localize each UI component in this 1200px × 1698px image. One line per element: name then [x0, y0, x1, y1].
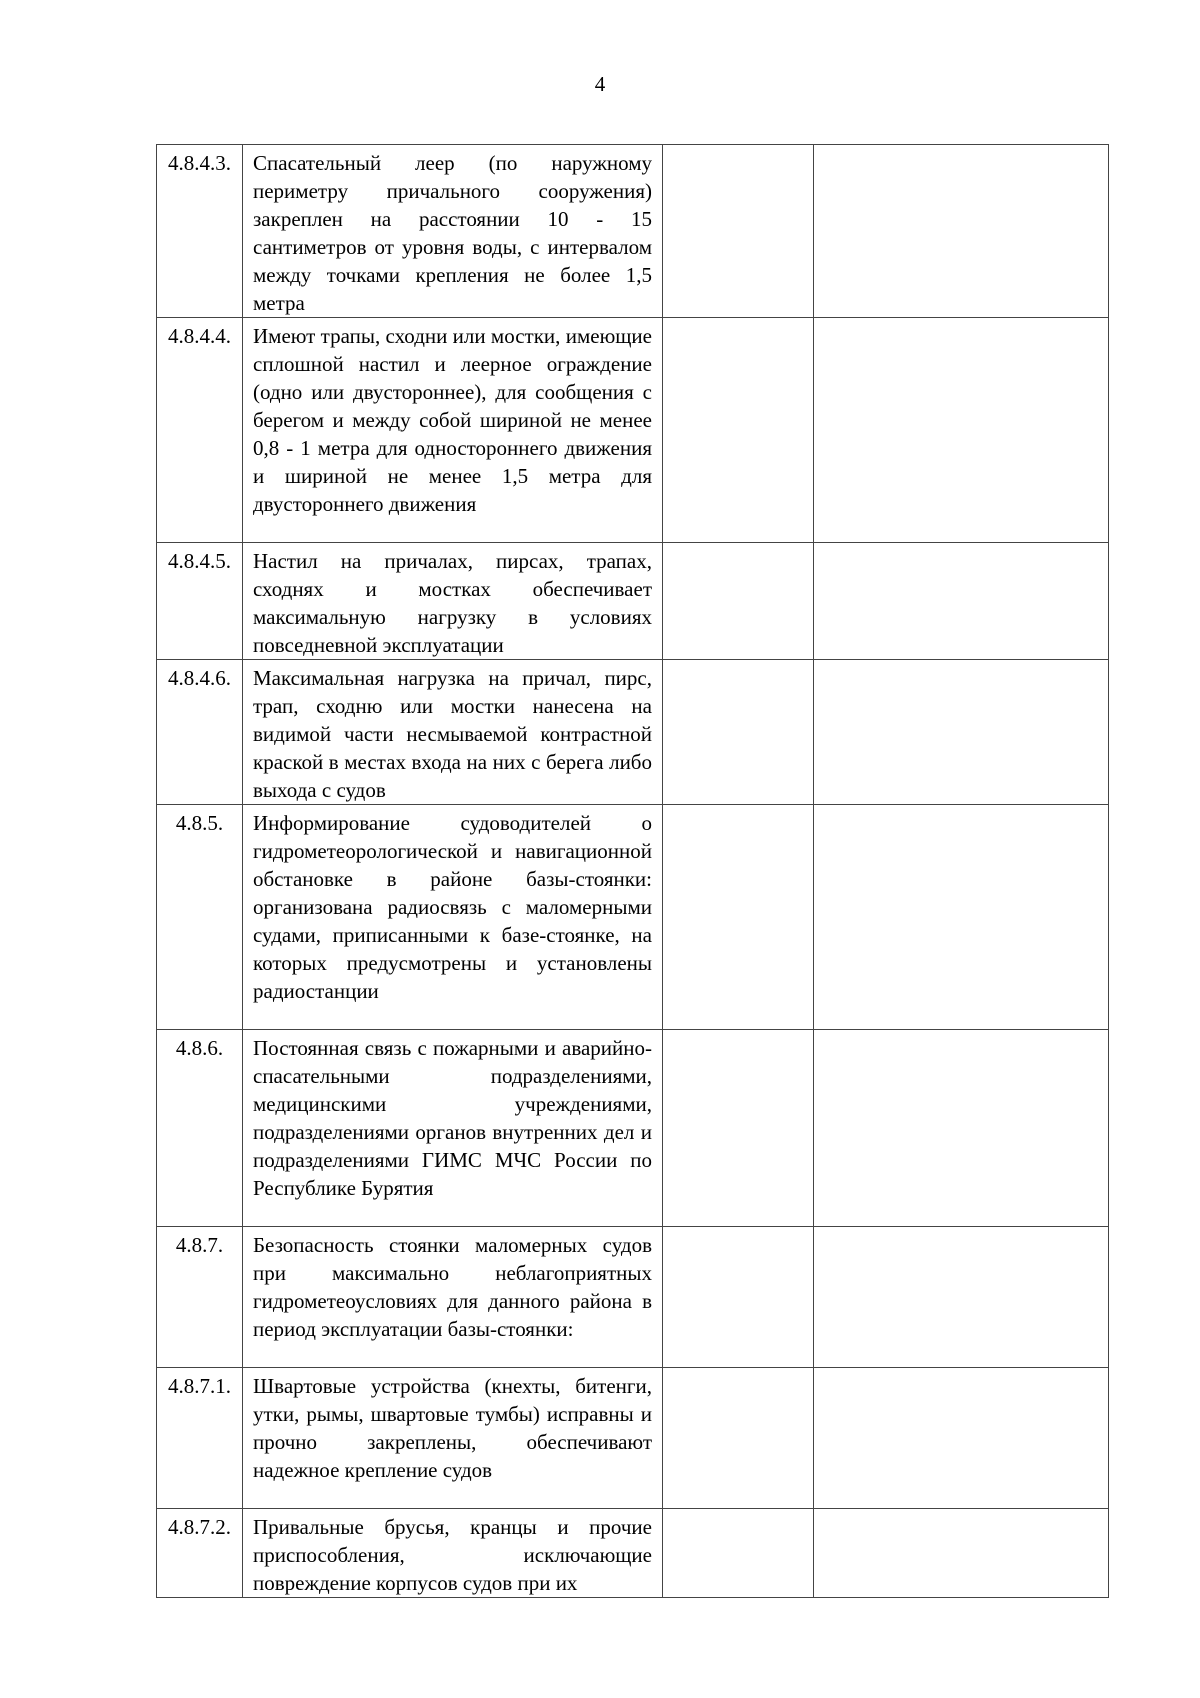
item-text: Спасательный леер (по наружному периметру причального сооружения) закреплен на расстоянии 10 - 15 сантиметров от уровня воды, с интервалом между точками крепления не более 1,5 метра	[243, 145, 663, 318]
mark-cell	[663, 1368, 814, 1509]
table-row	[157, 805, 1109, 1030]
item-number: 4.8.7.	[157, 1227, 243, 1368]
note-cell	[814, 660, 1109, 805]
item-number: 4.8.7.1.	[157, 1368, 243, 1509]
note-cell	[814, 1509, 1109, 1598]
mark-cell	[663, 318, 814, 543]
mark-cell	[663, 145, 814, 318]
page-number: 4	[594, 72, 606, 96]
note-cell	[814, 318, 1109, 543]
item-text: Привальные брусья, кранцы и прочие приспособления, исключающие повреждение корпусов судов при их	[243, 1509, 663, 1598]
item-number: 4.8.7.2.	[157, 1509, 243, 1598]
item-number: 4.8.5.	[157, 805, 243, 1030]
item-text: Максимальная нагрузка на причал, пирс, трап, сходню или мостки нанесена на видимой части несмываемой контрастной краской в местах входа на них с берега либо выхода с судов	[243, 660, 663, 805]
item-number: 4.8.4.6.	[157, 660, 243, 805]
mark-cell	[663, 1227, 814, 1368]
mark-cell	[663, 1030, 814, 1227]
mark-cell	[663, 543, 814, 660]
mark-cell	[663, 805, 814, 1030]
table-row	[157, 1368, 1109, 1509]
mark-cell	[663, 1509, 814, 1598]
mark-cell	[663, 660, 814, 805]
item-text: Информирование судоводителей о гидрометеорологической и навигационной обстановке в районе базы-стоянки: организована радиосвязь с маломерными судами, приписанными к базе-стоянке, на которых предусмотрены и установлены радиостанции	[243, 805, 663, 1030]
table-row	[157, 543, 1109, 660]
table-row	[157, 318, 1109, 543]
checklist-table	[156, 144, 1109, 1598]
table-row	[157, 660, 1109, 805]
item-number: 4.8.4.3.	[157, 145, 243, 318]
item-number: 4.8.6.	[157, 1030, 243, 1227]
note-cell	[814, 805, 1109, 1030]
item-text: Швартовые устройства (кнехты, битенги, утки, рымы, швартовые тумбы) исправны и прочно закреплены, обеспечивают надежное крепление судов	[243, 1368, 663, 1509]
table-row	[157, 1227, 1109, 1368]
note-cell	[814, 1368, 1109, 1509]
note-cell	[814, 1030, 1109, 1227]
item-number: 4.8.4.5.	[157, 543, 243, 660]
table-row	[157, 1030, 1109, 1227]
item-number: 4.8.4.4.	[157, 318, 243, 543]
table-row	[157, 145, 1109, 318]
note-cell	[814, 1227, 1109, 1368]
item-text: Безопасность стоянки маломерных судов при максимально неблагоприятных гидрометеоусловиях для данного района в период эксплуатации базы-стоянки:	[243, 1227, 663, 1368]
note-cell	[814, 543, 1109, 660]
table-row	[157, 1509, 1109, 1598]
item-text: Постоянная связь с пожарными и аварийно-спасательными подразделениями, медицинскими учреждениями, подразделениями органов внутренних дел и подразделениями ГИМС МЧС России по Республике Бурятия	[243, 1030, 663, 1227]
item-text: Имеют трапы, сходни или мостки, имеющие сплошной настил и леерное ограждение (одно или двустороннее), для сообщения с берегом и между собой шириной не менее 0,8 - 1 метра для одностороннего движения и шириной не менее 1,5 метра для двустороннего движения	[243, 318, 663, 543]
item-text: Настил на причалах, пирсах, трапах, сходнях и мостках обеспечивает максимальную нагрузку в условиях повседневной эксплуатации	[243, 543, 663, 660]
note-cell	[814, 145, 1109, 318]
